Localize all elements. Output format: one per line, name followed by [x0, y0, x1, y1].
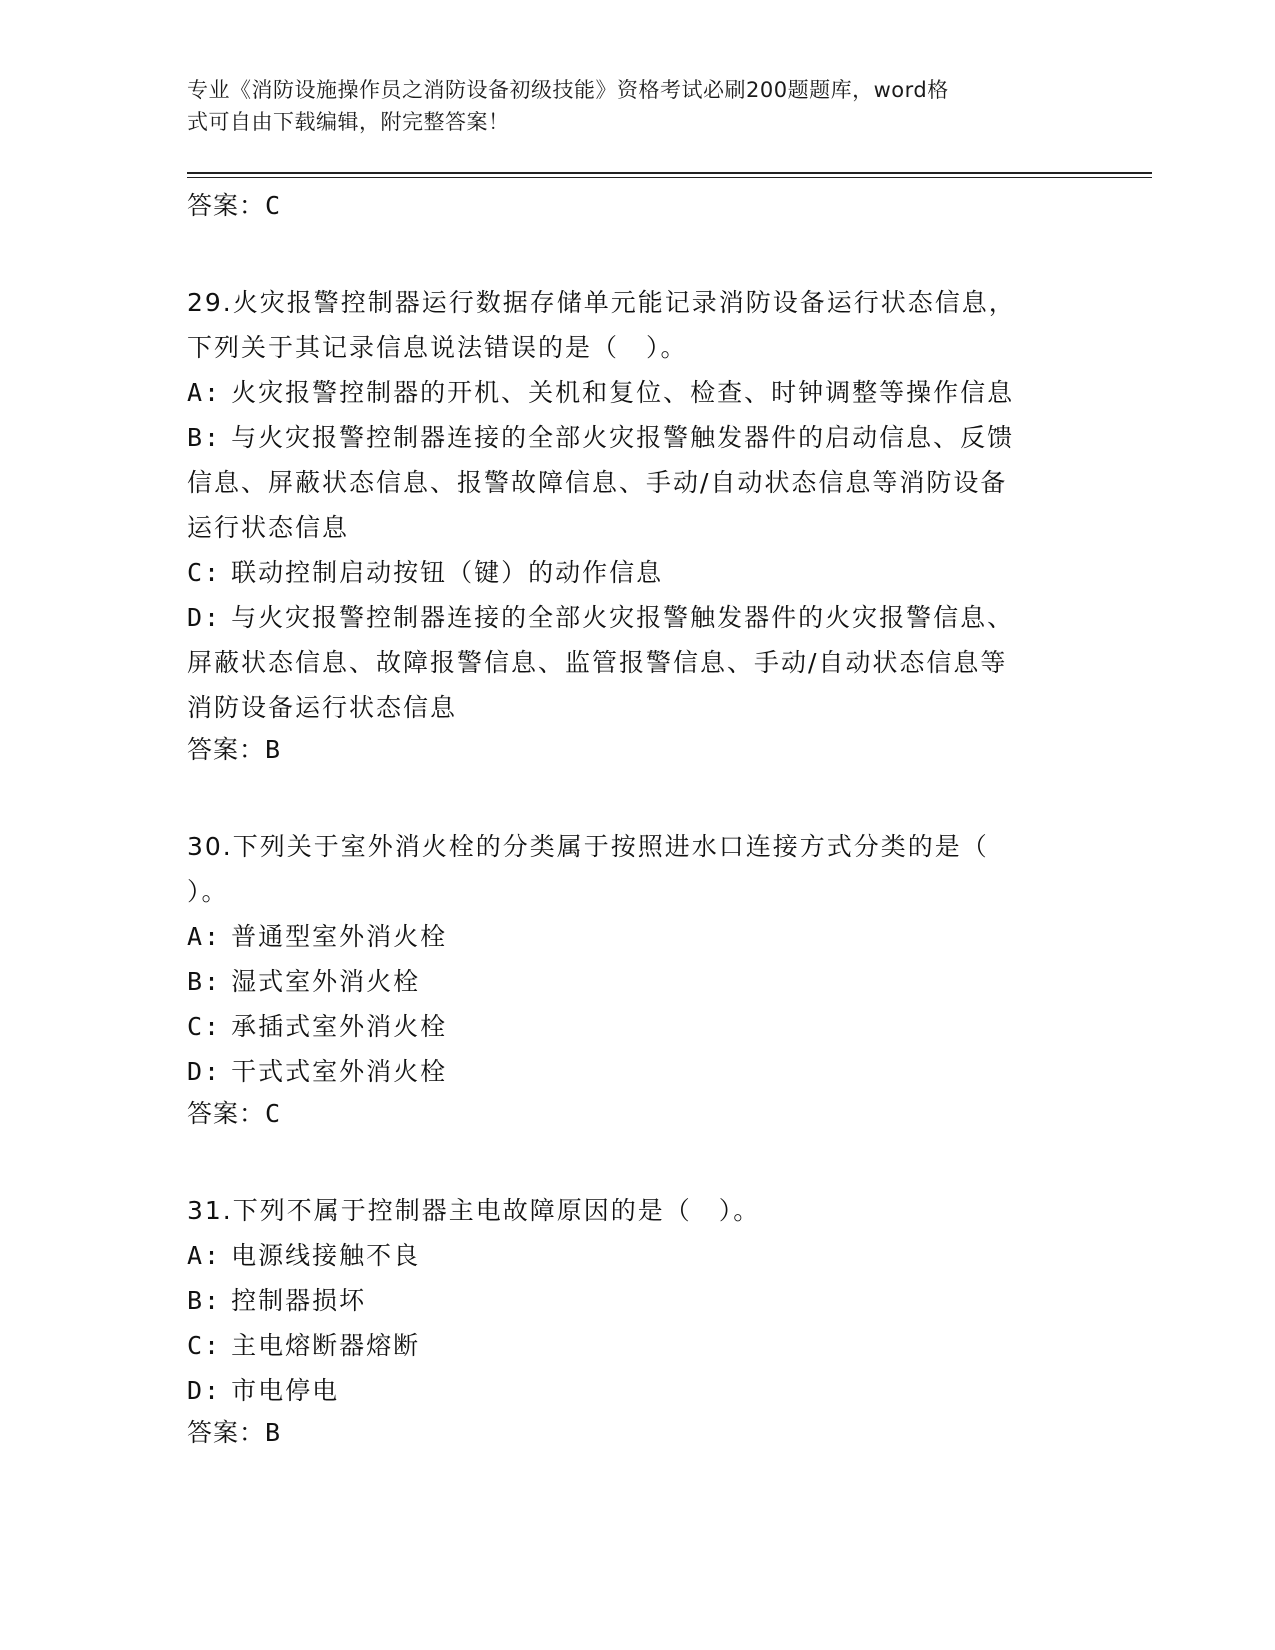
- option-letter: D:: [187, 1376, 222, 1405]
- question-29: [187, 280, 1087, 768]
- option-text: 干式式室外消火栓: [231, 1057, 448, 1086]
- question-stem-line: ）。: [187, 877, 229, 906]
- header-divider-top: [187, 172, 1152, 174]
- previous-answer: [187, 188, 1087, 224]
- option-a: [187, 370, 1087, 415]
- option-text: 承插式室外消火栓: [231, 1012, 448, 1041]
- option-letter: D:: [187, 1057, 222, 1086]
- option-a: [187, 914, 1087, 959]
- option-text: 与火灾报警控制器连接的全部火灾报警触发器件的启动信息、反馈: [231, 423, 1015, 452]
- option-letter: A:: [187, 1241, 222, 1270]
- header-line-2: 式可自由下载编辑，附完整答案！: [187, 110, 510, 134]
- option-b: [187, 959, 1087, 1004]
- option-c: [187, 550, 1087, 595]
- option-text: 市电停电: [231, 1376, 340, 1405]
- question-30: [187, 824, 1087, 1132]
- option-text: 主电熔断器熔断: [231, 1331, 421, 1360]
- answer-value: C: [265, 1099, 282, 1128]
- answer-label: 答案：: [187, 191, 266, 220]
- option-text: 控制器损坏: [231, 1286, 367, 1315]
- option-text: 联动控制启动按钮（键）的动作信息: [231, 558, 664, 587]
- header-divider-bottom: [187, 177, 1152, 178]
- option-letter: A:: [187, 378, 222, 407]
- question-answer: [187, 732, 1087, 768]
- document-body: [187, 188, 1087, 1451]
- question-31: [187, 1188, 1087, 1451]
- option-d: [187, 1049, 1087, 1094]
- option-d: [187, 1368, 1087, 1413]
- question-stem-line: 29.火灾报警控制器运行数据存储单元能记录消防设备运行状态信息，: [187, 288, 1016, 317]
- answer-value: B: [265, 735, 282, 764]
- option-c: [187, 1004, 1087, 1049]
- option-text: 电源线接触不良: [231, 1241, 421, 1270]
- option-d-continuation: 屏蔽状态信息、故障报警信息、监管报警信息、手动/自动状态信息等: [187, 648, 1008, 677]
- option-d: [187, 595, 1087, 640]
- question-answer: [187, 1096, 1087, 1132]
- option-letter: B:: [187, 1286, 222, 1315]
- answer-value: B: [265, 1418, 282, 1447]
- question-stem-line: 31.下列不属于控制器主电故障原因的是（ ）。: [187, 1196, 761, 1225]
- answer-value: C: [265, 191, 282, 220]
- option-b-continuation: 信息、屏蔽状态信息、报警故障信息、手动/自动状态信息等消防设备: [187, 468, 1008, 497]
- header-line-1: 专业《消防设施操作员之消防设备初级技能》资格考试必刷200题题库，word格: [187, 78, 949, 102]
- question-stem-line: 30.下列关于室外消火栓的分类属于按照进水口连接方式分类的是（: [187, 832, 989, 861]
- option-text: 与火灾报警控制器连接的全部火灾报警触发器件的火灾报警信息、: [231, 603, 1015, 632]
- option-letter: D:: [187, 603, 222, 632]
- option-letter: C:: [187, 1331, 222, 1360]
- option-b-continuation: 运行状态信息: [187, 513, 350, 542]
- document-header: [187, 74, 1077, 138]
- option-a: [187, 1233, 1087, 1278]
- option-d-continuation: 消防设备运行状态信息: [187, 693, 458, 722]
- answer-label: 答案：: [187, 735, 266, 764]
- answer-label: 答案：: [187, 1099, 266, 1128]
- option-letter: A:: [187, 922, 222, 951]
- option-letter: C:: [187, 558, 222, 587]
- option-b: [187, 1278, 1087, 1323]
- option-text: 湿式室外消火栓: [231, 967, 421, 996]
- option-text: 普通型室外消火栓: [231, 922, 448, 951]
- option-letter: B:: [187, 967, 222, 996]
- answer-label: 答案：: [187, 1418, 266, 1447]
- option-c: [187, 1323, 1087, 1368]
- option-letter: B:: [187, 423, 222, 452]
- question-answer: [187, 1415, 1087, 1451]
- option-letter: C:: [187, 1012, 222, 1041]
- question-stem-line: 下列关于其记录信息说法错误的是（ ）。: [187, 333, 688, 362]
- option-text: 火灾报警控制器的开机、关机和复位、检查、时钟调整等操作信息: [231, 378, 1015, 407]
- option-b: [187, 415, 1087, 460]
